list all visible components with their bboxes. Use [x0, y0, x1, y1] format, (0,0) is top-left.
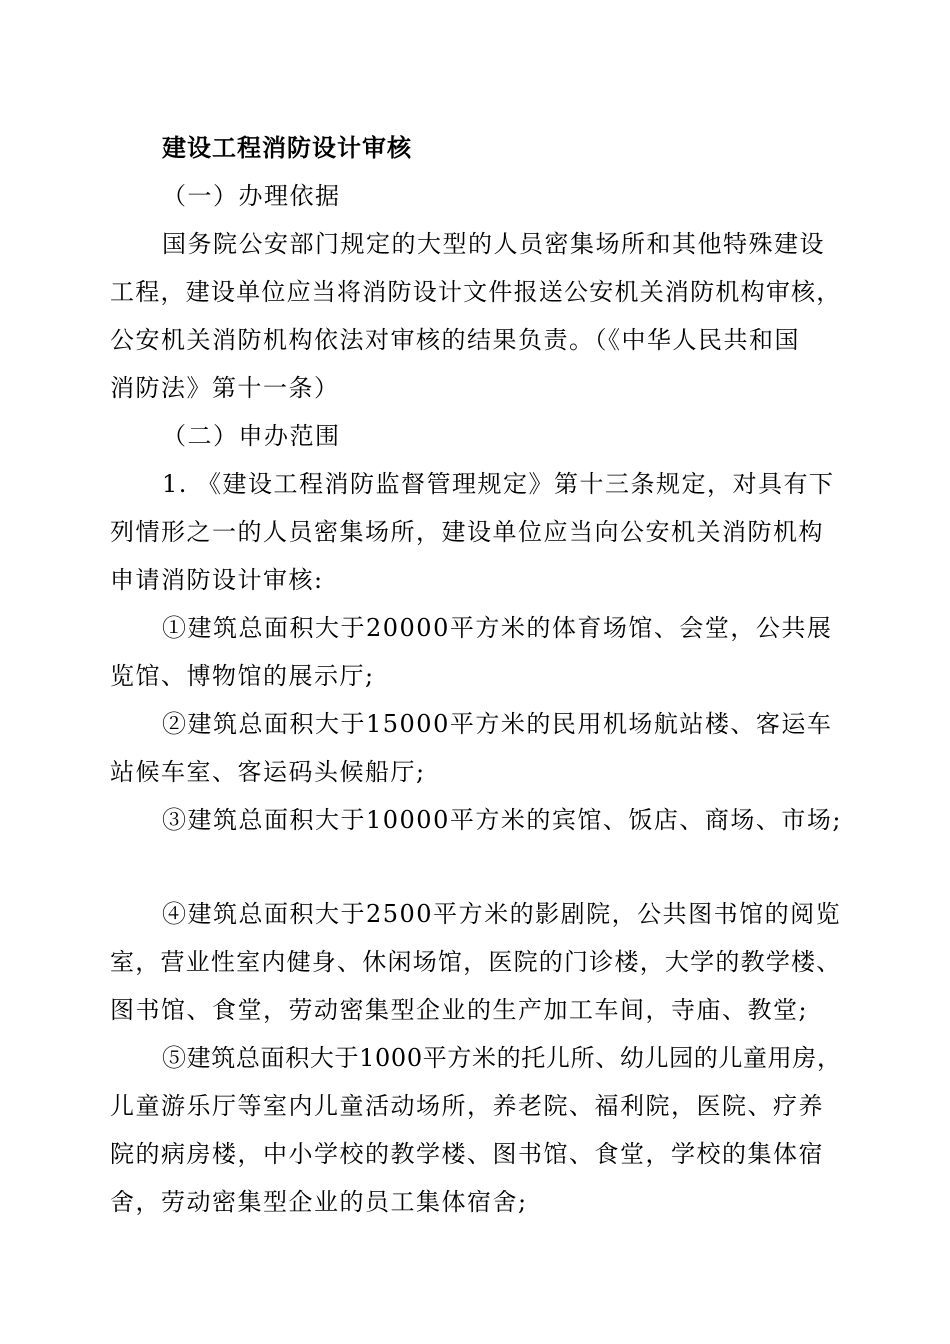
document-title: 建设工程消防设计审核 [162, 133, 412, 162]
list-item-2-line: 站候车室、客运码头候船厅; [110, 758, 426, 786]
list-item-2-line: ②建筑总面积大于15000平方米的民用机场航站楼、客运车 [162, 710, 833, 738]
list-item-5-line: ⑤建筑总面积大于1000平方米的托儿所、幼儿园的儿童用房， [162, 1044, 842, 1072]
list-item-4-line: ④建筑总面积大于2500平方米的影剧院，公共图书馆的阅览 [162, 900, 842, 928]
paragraph-line: 申请消防设计审核: [110, 566, 324, 594]
paragraph-line: 国务院公安部门规定的大型的人员密集场所和其他特殊建设 [162, 230, 825, 258]
list-item-4-line: 图书馆、食堂，劳动密集型企业的生产加工车间，寺庙、教堂; [110, 996, 809, 1024]
paragraph-line: 消防法》第十一条） [110, 374, 340, 402]
list-item-5-line: 舍，劳动密集型企业的员工集体宿舍; [110, 1188, 528, 1216]
list-item-1-line: ①建筑总面积大于20000平方米的体育场馆、会堂，公共展 [162, 614, 833, 642]
list-item-4-line: 室，营业性室内健身、休闲场馆，医院的门诊楼，大学的教学楼、 [110, 948, 842, 976]
section-heading-scope: （二）申办范围 [162, 422, 341, 450]
list-item-3-line: ③建筑总面积大于10000平方米的宾馆、饭店、商场、市场; [162, 806, 842, 834]
paragraph-line: 列情形之一的人员密集场所，建设单位应当向公安机关消防机构 [110, 518, 824, 546]
paragraph-line: 1. 《建设工程消防监督管理规定》第十三条规定，对具有下 [162, 470, 835, 498]
list-item-1-line: 览馆、博物馆的展示厅; [110, 662, 375, 690]
list-item-5-line: 儿童游乐厅等室内儿童活动场所，养老院、福利院，医院、疗养 [110, 1092, 824, 1120]
section-heading-basis: （一）办理依据 [162, 182, 341, 210]
paragraph-line: 公安机关消防机构依法对审核的结果负责。（《中华人民共和国 [110, 326, 800, 354]
list-item-5-line: 院的病房楼，中小学校的教学楼、图书馆、食堂，学校的集体宿 [110, 1140, 824, 1168]
paragraph-line: 工程，建设单位应当将消防设计文件报送公安机关消防机构审核， [110, 278, 842, 306]
